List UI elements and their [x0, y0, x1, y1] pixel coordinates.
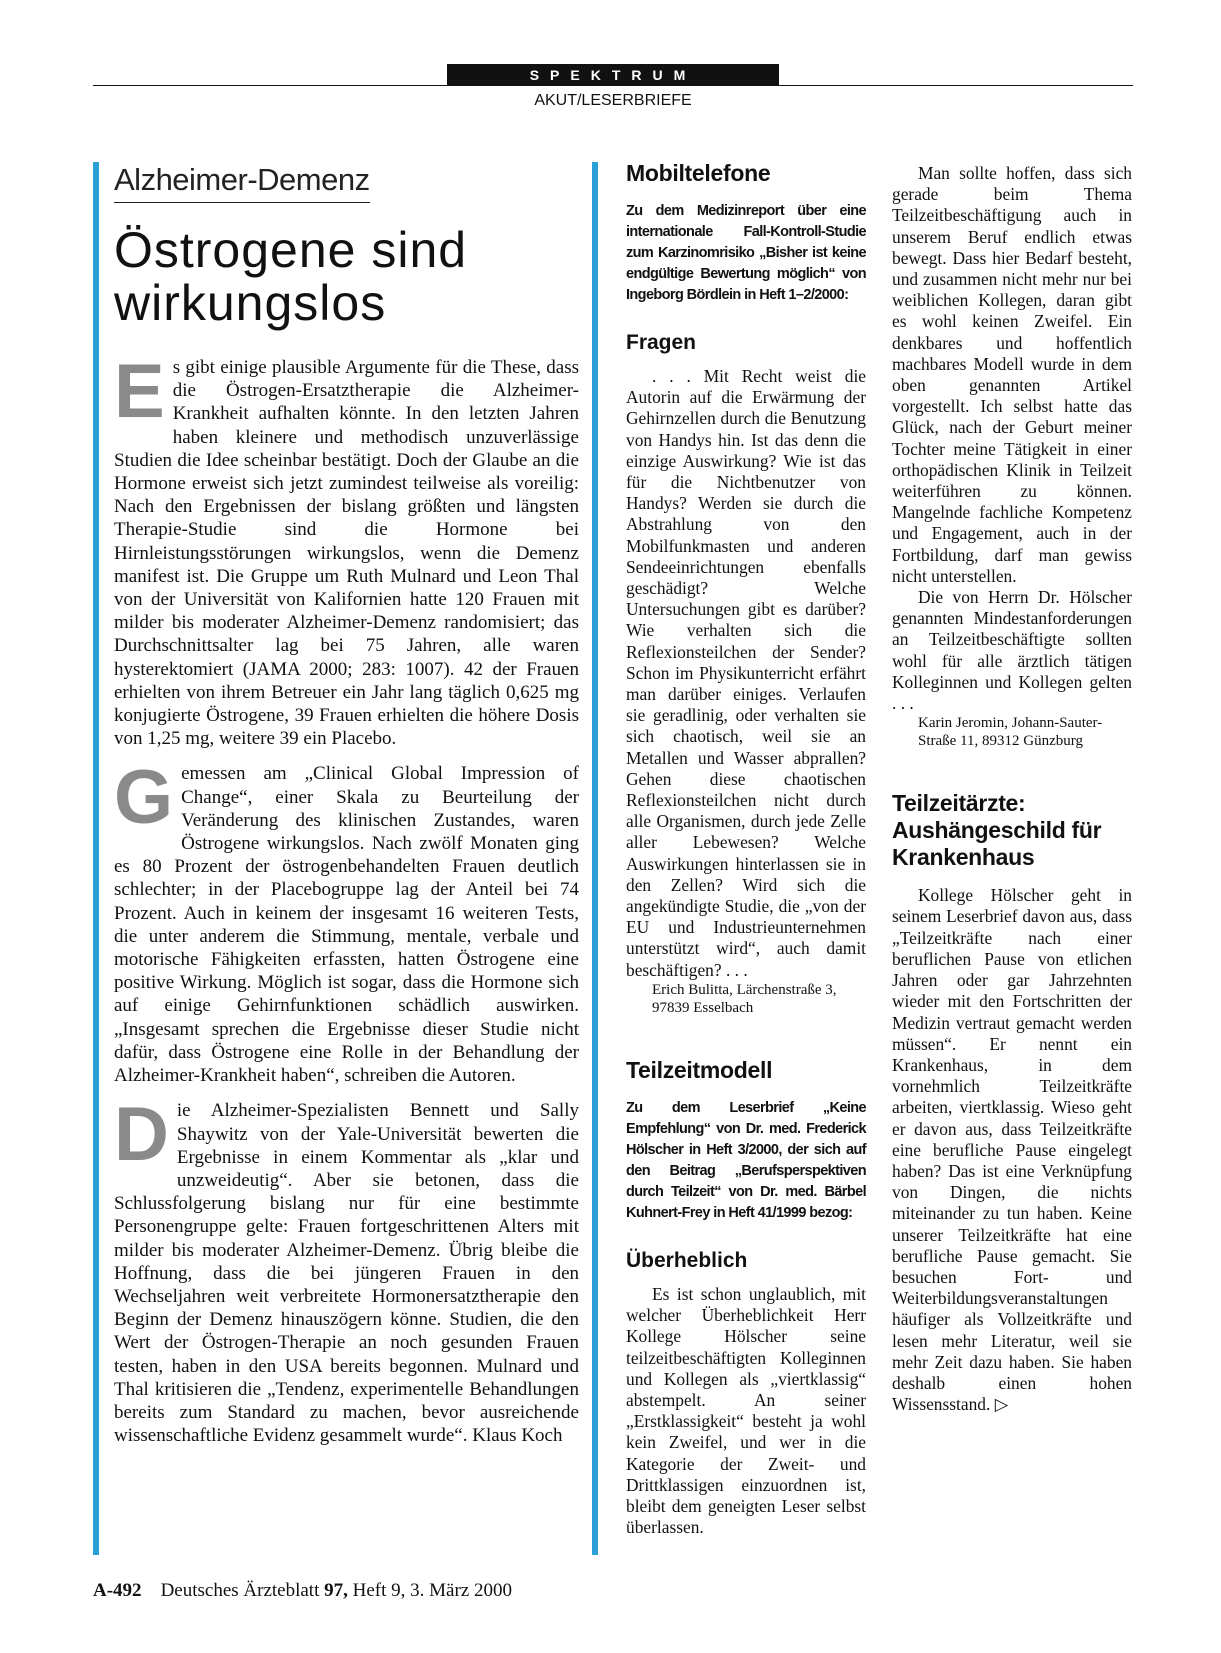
section-subtitle: AKUT/LESERBRIEFE — [534, 92, 692, 109]
continue-arrow-icon: ▷ — [994, 1394, 1009, 1415]
article-paragraph: Es gibt einige plausible Argumente für die These, dass die Östrogen-Ersatztherapie die Alzheimer-Krankheit aufhalten könnte. In den letzten Jahren haben kleinere und methodisch unzuverlässige Studien die Idee scheinbar bestätigt. Doch der Glaube an die Hormone erweist sich jetzt zumindest teilweise als voreilig: Nach den Ergebnissen der bislang größten und längsten Therapie-Studie sind die Hormone bei Hirnleistungsstörungen wirkungslos, wenn die Demenz manifest ist. Die Gruppe um Ruth Mulnard und Leon Thal von der Universität von Kalifornien hatte 120 Frauen mit milder bis moderater Alzheimer-Demenz randomisiert; das Durchschnittsalter lag bei 75 Jahren, alle waren hysterektomiert (JAMA 2000; 283: 1007). 42 der Frauen erhielten von ihrem Betreuer ein Jahr lang täglich 0,625 mg konjugierte Östrogene, 39 Frauen erhielten die höhere Dosis von 1,25 mg, weitere 39 ein Placebo. — [114, 349, 579, 750]
letter-section-heading: Teilzeitmodell — [626, 1056, 773, 1083]
letter-signature: Karin Jeromin, Johann-Sauter-Straße 11, 89312 Günzburg — [918, 715, 1103, 750]
page-footer — [93, 1580, 512, 1602]
section-banner: SPEKTRUM — [447, 64, 779, 86]
letter-subheading: Überheblich — [626, 1248, 748, 1272]
letter-section-heading: Teilzeitärzte: Aushängeschild für Krankenhaus — [892, 790, 1102, 871]
letter-body: . . . Mit Recht weist die Autorin auf die Erwärmung der Gehirnzellen durch die Benutzung von Handys hin. Ist das denn die einzige Auswirkung? Wie ist das für die Nichtbenutzer von Handys? Werden sie durch die Abstrahlung von den Mobilfunkmasten und anderen Sendeeinrichtungen ebenfalls geschädigt? Welche Untersuchungen gibt es darüber? Wie verhalten sich die Reflexionsteilchen der Sender? Schon im Physikunterricht erfährt man darüber einiges. Verlaufen sie geradlinig, oder verhalten sie sich chaotisch, weil sie an Metallen und Wasser abprallen? Gehen diese chaotischen Reflexionsteilchen nicht durch alle Organismen, durch jede Zelle aller Lebewesen? Welche Auswirkungen hinterlassen sie in den Zellen? Wird sich die angekündigte Studie, die „von der EU und Industrieunternehmen unterstützt wird“, auch damit beschäftigen? . . . — [626, 366, 866, 980]
article-accent-bar — [93, 162, 99, 1555]
letter-body: Kollege Hölscher geht in seinem Leserbrief davon aus, dass „Teilzeitkräfte nach einer beruflichen Pause von etlichen Jahren oder gar Jahrzehnten wieder mit den Fortschritten der Medizin vertraut gemacht werden müssen“. Er nennt ein Krankenhaus, in dem vornehmlich Teilzeitkräfte arbeiten, viertklassig. Wieso geht er davon aus, dass Teilzeitkräfte eine berufliche Pause eingelegt haben? Das ist eine Verknüpfung von Dingen, die nichts miteinander zu tun haben. Keine unserer Teilzeitkräfte hat eine berufliche Pause gemacht. Sie besuchen Fort- und Weiterbildungsveranstaltungen häufiger als Vollzeitkräfte und lesen mehr Literatur, weil sie mehr Zeit dazu haben. Sie haben deshalb einen hohen Wissensstand. ▷ — [892, 885, 1132, 1415]
letters-accent-bar — [592, 162, 598, 1555]
dropcap: G — [114, 755, 174, 841]
article-kicker: Alzheimer-Demenz — [114, 162, 370, 203]
journal-volume: 97, — [324, 1580, 348, 1601]
letter-body-continued: Man sollte hoffen, dass sich gerade beim Thema Teilzeitbeschäftigung auch in unserem Beruf endlich etwas bewegt. Dass hier Bedarf besteht, und zusammen nicht mehr nur bei weiblichen Kollegen, daran gibt es wohl keinen Zweifel. Ein denkbares und hoffentlich machbares Modell wurde in dem oben genannten Artikel vorgestellt. Ich selbst hatte das Glück, nach der Geburt meiner Tochter meine Tätigkeit in einer orthopädischen Klinik in Teilzeit weiterführen zu können. Mangelnde fachliche Kompetenz und Engagement, auch in der Fortbildung, darf man gewiss nicht unterstellen. Die von Herrn Dr. Hölscher genannten Mindestanforderungen an Teilzeitbeschäftigte sollten wohl für alle ärztlich tätigen Kolleginnen und Kollegen gelten . . . — [892, 163, 1132, 714]
letters-column-right — [892, 163, 1132, 1415]
letter-body: Es ist schon unglaublich, mit welcher Überheblichkeit Herr Kollege Hölscher seine teilzeitbeschäftigten Kolleginnen und Kollegen als „viertklassig“ abstempelt. An seiner „Erstklassigkeit“ besteht ja wohl kein Zweifel, und wer in die Kategorie der Zweit- und Drittklassigen einzuordnen ist, bleibt dem geneigten Leser selbst überlassen. — [626, 1283, 866, 1538]
dropcap: D — [114, 1092, 169, 1178]
article-title: Östrogene sind wirkungslos — [114, 222, 468, 331]
letters-column-middle — [626, 160, 866, 1538]
page-number: A-492 — [93, 1580, 142, 1601]
article-body — [114, 349, 579, 1459]
letter-section-heading: Mobiltelefone — [626, 160, 771, 186]
journal-name: Deutsches Ärzteblatt — [160, 1580, 320, 1601]
dropcap: E — [114, 349, 165, 434]
letter-signature: Erich Bulitta, Lärchenstraße 3, 97839 Esselbach — [652, 981, 837, 1016]
article-paragraph: Die Alzheimer-Spezialisten Bennett und Sally Shaywitz von der Yale-Universität bewerten die Ergebnisse in einem Kommentar als „klar und unzweideutig“. Aber sie betonen, dass die Schlussfolgerung bislang nur für eine bestimmte Personengruppe gelte: Frauen fortgeschrittenen Alters mit milder bis moderater Alzheimer-Demenz. Übrig bleibe die Hoffnung, dass die bei jüngeren Frauen in den Wechseljahren weit verbreitete Hormonersatztherapie den Beginn der Demenz hinauszögern könne. Studien, die den Wert der Östrogen-Therapie an noch gesunden Frauen testen, haben in den USA bereits begonnen. Mulnard und Thal kritisieren die „Tendenz, experimentelle Behandlungen bereits zum Standard zu machen, bevor ausreichende wissenschaftliche Evidenz gesammelt wurde“. Klaus Koch — [114, 1092, 579, 1447]
letter-intro: Zu dem Leserbrief „Keine Empfehlung“ von Dr. med. Frederick Hölscher in Heft 3/2000, der sich auf den Beitrag „Berufsperspektiven durch Teilzeit“ von Dr. med. Bärbel Kuhnert-Frey in Heft 41/1999 bezog: — [626, 1099, 866, 1221]
article-paragraph: Gemessen am „Clinical Global Impression of Change“, einer Skala zu Beurteilung der Veränderung des klinischen Zustandes, waren Östrogene wirkungslos. Nach zwölf Monaten ging es 80 Prozent der östrogenbehandelten Frauen deutlich schlechter; in der Placebogruppe lag der Anteil bei 74 Prozent. Auch in keinem der insgesamt 16 weiteren Tests, die unter anderem die Stimmung, mentale, verbale und motorische Fähigkeiten erfassten, hatten Östrogene eine positive Wirkung. Möglich ist sogar, dass die Hormone sich auf einige Gehirnfunktionen schädlich auswirken. „Insgesamt sprechen die Ergebnisse dieser Studie nicht dafür, dass Östrogene eine Rolle in der Behandlung der Alzheimer-Krankheit haben“, schreiben die Autoren. — [114, 755, 579, 1087]
journal-issue: Heft 9, 3. März 2000 — [352, 1580, 512, 1601]
letter-subheading: Fragen — [626, 331, 697, 354]
letter-intro: Zu dem Medizinreport über eine internationale Fall-Kontroll-Studie zum Karzinomrisiko „Bisher ist keine endgültige Bewertung möglich“ von Ingeborg Bördlein in Heft 1–2/2000: — [626, 203, 866, 303]
